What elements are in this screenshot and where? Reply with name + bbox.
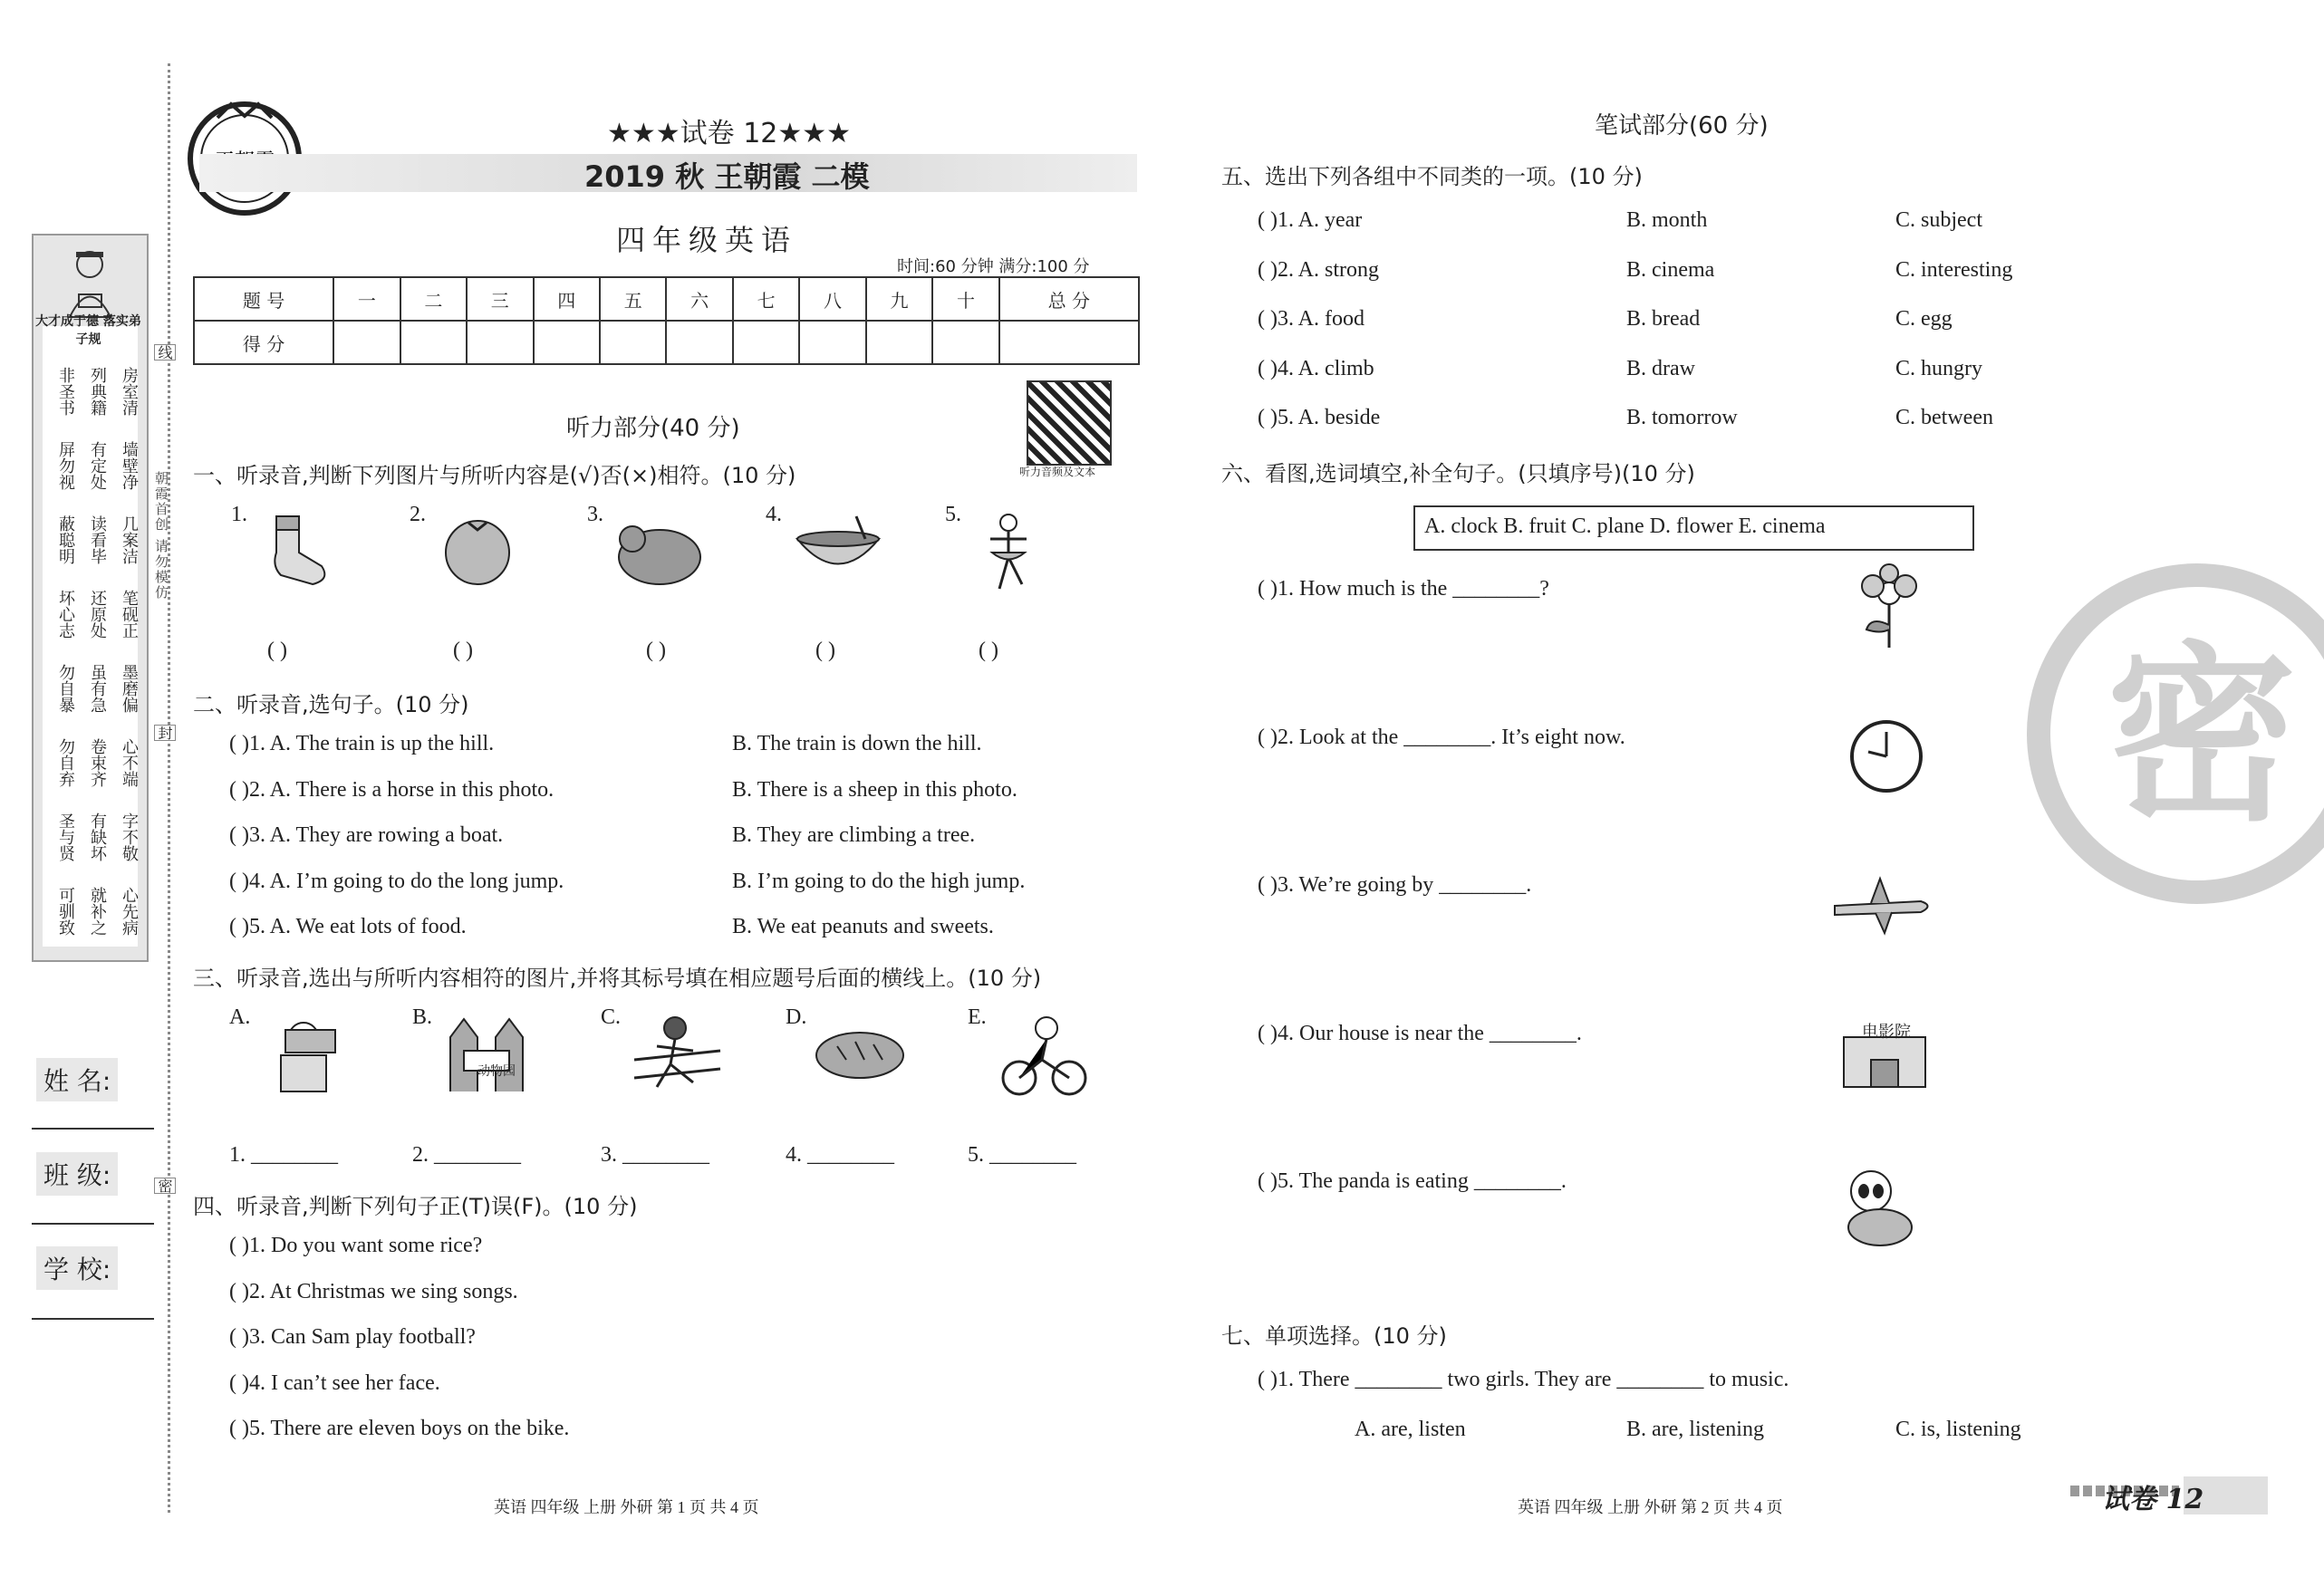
score-input-cell[interactable] bbox=[799, 321, 865, 364]
paper-series: ★★★试卷 12★★★ bbox=[607, 118, 852, 149]
motto-column: 有定处 bbox=[88, 441, 107, 490]
answer-blank[interactable]: ( ) bbox=[815, 639, 835, 662]
motto-column: 字不敬 bbox=[120, 813, 139, 861]
section-1-title: 一、听录音,判断下列图片与所听内容是(√)否(×)相符。(10 分) bbox=[193, 463, 796, 488]
motto-column: 非圣书 bbox=[56, 367, 75, 416]
motto-column: 虽有急 bbox=[88, 664, 107, 713]
motto-column: 可驯致 bbox=[56, 887, 75, 936]
score-row-label: 得 分 bbox=[194, 321, 333, 364]
motto-column: 还原处 bbox=[88, 590, 107, 639]
picture-number: 1. bbox=[231, 503, 247, 526]
score-input-row bbox=[194, 321, 1139, 364]
flower-icon bbox=[1853, 566, 1962, 657]
s5-option-b[interactable]: B. tomorrow bbox=[1626, 406, 1738, 429]
s4-statement: ( )1. Do you want some rice? bbox=[229, 1234, 483, 1257]
s4-statement: ( )5. There are eleven boys on the bike. bbox=[229, 1417, 570, 1440]
answer-blank[interactable]: ( ) bbox=[646, 639, 666, 662]
score-input-cell[interactable] bbox=[932, 321, 998, 364]
qr-caption: 听力音频及文本 bbox=[1019, 466, 1096, 478]
score-head-cell: 二 bbox=[400, 277, 467, 321]
s6-sentence: ( )4. Our house is near the ________. bbox=[1258, 1021, 1582, 1045]
scholar-icon bbox=[56, 245, 124, 322]
score-input-cell[interactable] bbox=[999, 321, 1139, 364]
runner-icon bbox=[630, 1010, 725, 1105]
s2-question: ( )5. A. We eat lots of food. bbox=[229, 915, 467, 938]
school-label: 学 校: bbox=[36, 1246, 118, 1290]
photographer-icon bbox=[258, 1010, 353, 1105]
writing-heading: 笔试部分(60 分) bbox=[1595, 112, 1769, 139]
s5-option-c[interactable]: C. hungry bbox=[1895, 356, 1982, 380]
score-head-cell: 八 bbox=[799, 277, 865, 321]
motto-column: 房室清 bbox=[120, 367, 139, 416]
score-input-cell[interactable] bbox=[333, 321, 400, 364]
motto-column: 屏勿视 bbox=[56, 441, 75, 490]
score-table bbox=[193, 276, 1140, 365]
s5-option-b[interactable]: B. cinema bbox=[1626, 257, 1715, 282]
s2-question: ( )3. A. They are rowing a boat. bbox=[229, 823, 504, 847]
school-field[interactable] bbox=[32, 1318, 154, 1320]
ballerina-icon bbox=[972, 512, 1063, 602]
score-input-cell[interactable] bbox=[866, 321, 932, 364]
answer-blank[interactable]: 2. ________ bbox=[412, 1143, 521, 1167]
motto-column: 墙壁净 bbox=[120, 441, 139, 490]
answer-blank[interactable]: 1. ________ bbox=[229, 1143, 338, 1167]
s6-sentence: ( )2. Look at the ________. It’s eight now. bbox=[1258, 725, 1625, 749]
s7-option-c[interactable]: C. is, listening bbox=[1895, 1418, 2021, 1441]
answer-blank[interactable]: ( ) bbox=[453, 639, 473, 662]
picture-number: 2. bbox=[410, 503, 426, 526]
motto-column: 列典籍 bbox=[88, 367, 107, 416]
score-header-row bbox=[194, 277, 1139, 321]
score-head-cell: 五 bbox=[600, 277, 666, 321]
s5-option-c[interactable]: C. between bbox=[1895, 406, 1993, 429]
motto-column: 勿自弃 bbox=[56, 738, 75, 787]
motto-column: 有缺坏 bbox=[88, 813, 107, 861]
s5-option-c[interactable]: C. egg bbox=[1895, 307, 1953, 331]
s2-question: ( )4. A. I’m going to do the long jump. bbox=[229, 869, 564, 893]
score-head-cell: 总 分 bbox=[999, 277, 1139, 321]
score-input-cell[interactable] bbox=[600, 321, 666, 364]
motto-head: 大才成于德 落实弟子规 bbox=[35, 314, 141, 347]
s5-option-b[interactable]: B. month bbox=[1626, 208, 1708, 232]
word-options: A. clock B. fruit C. plane D. flower E. cinema bbox=[1424, 514, 1826, 538]
s2-option-b[interactable]: B. We eat peanuts and sweets. bbox=[732, 915, 994, 938]
s5-option-b[interactable]: B. draw bbox=[1626, 356, 1695, 380]
s5-option-a[interactable]: ( )1. A. year bbox=[1258, 208, 1363, 232]
s7-option-b[interactable]: B. are, listening bbox=[1626, 1418, 1764, 1441]
score-head-cell: 十 bbox=[932, 277, 998, 321]
cyclist-icon bbox=[997, 1010, 1092, 1105]
answer-blank[interactable]: 4. ________ bbox=[786, 1143, 894, 1167]
binding-dotted-line bbox=[168, 63, 170, 1513]
cinema-sign: 电影院 bbox=[1862, 1023, 1911, 1041]
answer-blank[interactable]: 5. ________ bbox=[968, 1143, 1076, 1167]
bread-icon bbox=[815, 1010, 910, 1105]
name-label: 姓 名: bbox=[36, 1058, 118, 1101]
s5-option-a[interactable]: ( )4. A. climb bbox=[1258, 356, 1374, 380]
corner-paper-mark: 试卷 12 bbox=[2102, 1484, 2204, 1515]
subject-title: 四年级英语 bbox=[616, 223, 798, 257]
clock-icon bbox=[1848, 716, 1957, 806]
s5-option-c[interactable]: C. subject bbox=[1895, 208, 1982, 232]
s2-option-b[interactable]: B. I’m going to do the high jump. bbox=[732, 869, 1026, 893]
section-7-title: 七、单项选择。(10 分) bbox=[1221, 1323, 1447, 1349]
s5-option-a[interactable]: ( )3. A. food bbox=[1258, 307, 1365, 331]
motto-column: 卷束齐 bbox=[88, 738, 107, 787]
seal-char: 密 bbox=[2106, 625, 2298, 847]
picture-number: 5. bbox=[945, 503, 961, 526]
picture-letter: A. bbox=[229, 1005, 251, 1029]
score-head-cell: 四 bbox=[534, 277, 600, 321]
footer-right: 英语 四年级 上册 外研 第 2 页 共 4 页 bbox=[1518, 1498, 1783, 1516]
picture-number: 3. bbox=[587, 503, 603, 526]
motto-column: 笔砚正 bbox=[120, 590, 139, 639]
score-input-cell[interactable] bbox=[534, 321, 600, 364]
s5-option-a[interactable]: ( )2. A. strong bbox=[1258, 257, 1379, 282]
motto-column: 心先病 bbox=[120, 887, 139, 936]
s7-option-a[interactable]: A. are, listen bbox=[1355, 1418, 1466, 1441]
score-head-cell: 六 bbox=[666, 277, 732, 321]
s6-sentence: ( )3. We’re going by ________. bbox=[1258, 873, 1532, 897]
tomato-icon bbox=[437, 512, 527, 602]
page-title: 2019 秋 王朝霞 二模 bbox=[584, 159, 870, 194]
answer-blank[interactable]: 3. ________ bbox=[601, 1143, 709, 1167]
answer-blank[interactable]: ( ) bbox=[979, 639, 998, 662]
score-head-cell: 三 bbox=[467, 277, 533, 321]
class-label: 班 级: bbox=[36, 1152, 118, 1196]
score-head-cell: 九 bbox=[866, 277, 932, 321]
motto-column: 勿自暴 bbox=[56, 664, 75, 713]
plane-icon bbox=[1830, 865, 1939, 956]
name-field[interactable] bbox=[32, 1128, 154, 1130]
score-head-cell: 题 号 bbox=[194, 277, 333, 321]
s2-question: ( )2. A. There is a horse in this photo. bbox=[229, 777, 554, 802]
s2-question: ( )1. A. The train is up the hill. bbox=[229, 732, 495, 755]
motto-column: 就补之 bbox=[88, 887, 107, 936]
s2-option-b[interactable]: B. There is a sheep in this photo. bbox=[732, 777, 1017, 802]
s4-statement: ( )2. At Christmas we sing songs. bbox=[229, 1279, 518, 1303]
zoo-sign: 动物园 bbox=[477, 1065, 516, 1079]
s6-sentence: ( )1. How much is the ________? bbox=[1258, 577, 1549, 601]
time-info: 时间:60 分钟 满分:100 分 bbox=[897, 257, 1090, 276]
copyright-note: 朝霞首创 请勿模仿 bbox=[153, 471, 169, 601]
bowl-icon bbox=[793, 512, 883, 602]
s5-option-a[interactable]: ( )5. A. beside bbox=[1258, 406, 1381, 429]
section-3-title: 三、听录音,选出与所听内容相符的图片,并将其标号填在相应题号后面的横线上。(10 分) bbox=[193, 966, 1042, 991]
score-input-cell[interactable] bbox=[467, 321, 533, 364]
s6-sentence: ( )5. The panda is eating ________. bbox=[1258, 1169, 1567, 1193]
score-head-cell: 七 bbox=[733, 277, 799, 321]
picture-letter: D. bbox=[786, 1005, 807, 1029]
section-4-title: 四、听录音,判断下列句子正(T)误(F)。(10 分) bbox=[193, 1194, 638, 1219]
motto-column: 圣与贤 bbox=[56, 813, 75, 861]
score-input-cell[interactable] bbox=[400, 321, 467, 364]
s7-question-1: ( )1. There ________ two girls. They are ________ to music. bbox=[1258, 1368, 1789, 1391]
score-input-cell[interactable] bbox=[666, 321, 732, 364]
s2-option-b[interactable]: B. They are climbing a tree. bbox=[732, 823, 976, 847]
motto-column: 几案洁 bbox=[120, 515, 139, 564]
score-input-cell[interactable] bbox=[733, 321, 799, 364]
s5-option-b[interactable]: B. bread bbox=[1626, 307, 1701, 331]
motto-column: 坏心志 bbox=[56, 590, 75, 639]
motto-column: 读看毕 bbox=[88, 515, 107, 564]
motto-column: 心不端 bbox=[120, 738, 139, 787]
panda-icon bbox=[1839, 1164, 1948, 1255]
bear-icon bbox=[614, 512, 705, 602]
section-6-title: 六、看图,选词填空,补全句子。(只填序号)(10 分) bbox=[1221, 461, 1695, 486]
s4-statement: ( )3. Can Sam play football? bbox=[229, 1325, 476, 1349]
answer-blank[interactable]: ( ) bbox=[267, 639, 287, 662]
footer-left: 英语 四年级 上册 外研 第 1 页 共 4 页 bbox=[494, 1498, 759, 1516]
picture-letter: E. bbox=[968, 1005, 987, 1029]
listening-heading: 听力部分(40 分) bbox=[566, 415, 740, 442]
motto-column: 蔽聪明 bbox=[56, 515, 75, 564]
picture-number: 4. bbox=[766, 503, 782, 526]
seal-line-tag: 线 bbox=[154, 344, 176, 361]
s2-option-b[interactable]: B. The train is down the hill. bbox=[732, 732, 982, 755]
picture-letter: B. bbox=[412, 1005, 433, 1029]
section-5-title: 五、选出下列各组中不同类的一项。(10 分) bbox=[1221, 164, 1643, 189]
class-field[interactable] bbox=[32, 1223, 154, 1225]
section-2-title: 二、听录音,选句子。(10 分) bbox=[193, 692, 469, 717]
seal-bottom-tag: 密 bbox=[154, 1178, 176, 1194]
seal-mid-tag: 封 bbox=[154, 725, 176, 741]
score-head-cell: 一 bbox=[333, 277, 400, 321]
sock-icon bbox=[258, 512, 349, 602]
confidential-seal-icon bbox=[2016, 562, 2324, 906]
motto-column: 墨磨偏 bbox=[120, 664, 139, 713]
qr-code-icon[interactable] bbox=[1027, 380, 1112, 466]
s5-option-c[interactable]: C. interesting bbox=[1895, 257, 2013, 282]
s4-statement: ( )4. I can’t see her face. bbox=[229, 1370, 440, 1395]
zoo-gate-icon bbox=[441, 1010, 536, 1105]
picture-letter: C. bbox=[601, 1005, 622, 1029]
